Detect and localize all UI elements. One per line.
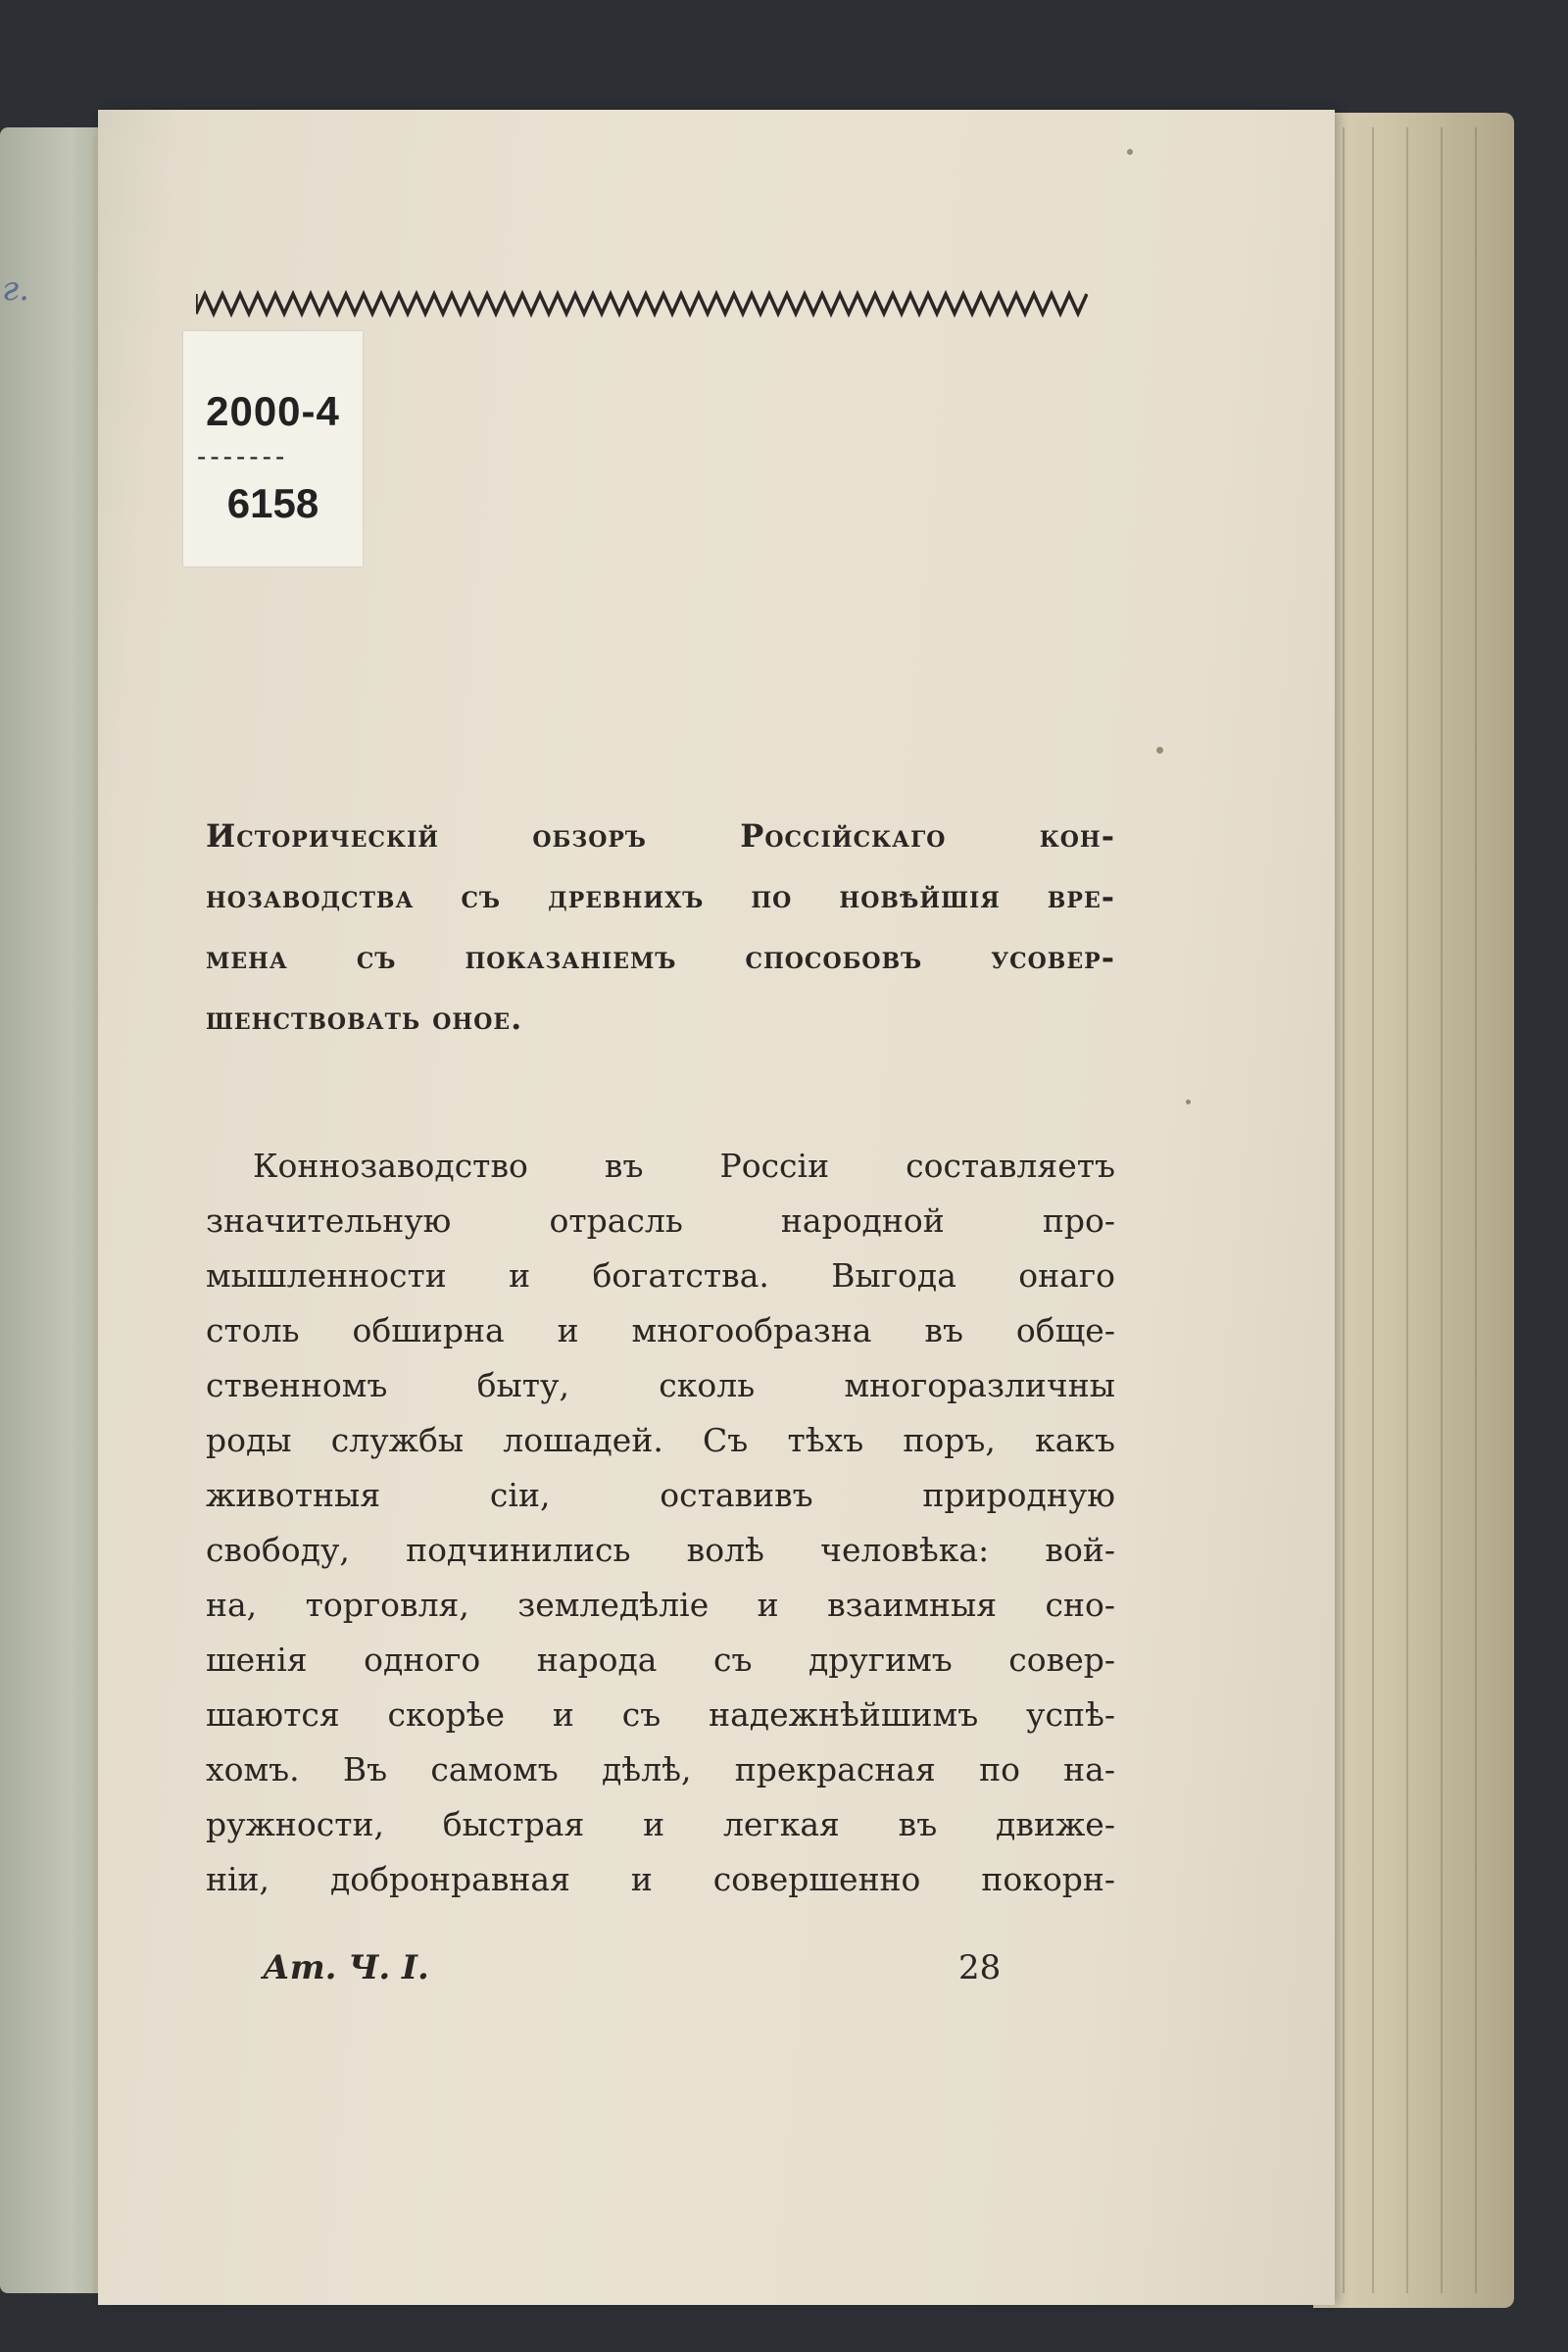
text-line: животныя сіи, оставивъ природную: [206, 1476, 1115, 1514]
page-number: 28: [958, 1948, 1002, 1987]
text-line: ніи, добронравная и совершенно покорн-: [206, 1860, 1115, 1898]
heading-line: Историческій обзоръ Россійскаго кон-: [206, 817, 1115, 855]
heading-line: нозаводства съ древнихъ по новѣйшія вре-: [206, 878, 1115, 915]
text-line: мышленности и богатства. Выгода онаго: [206, 1256, 1115, 1295]
heading-line: шенствовать оное.: [206, 1000, 523, 1037]
pencil-annotation: г.: [2, 270, 29, 309]
label-number-top: 2000-4: [206, 388, 340, 434]
text-line: свободу, подчинились волѣ человѣка: вой-: [206, 1531, 1115, 1569]
text-line: шаются скорѣе и съ надежнѣйшимъ успѣ-: [206, 1695, 1115, 1734]
body-text: [206, 1139, 1115, 1907]
text-line: Коннозаводство въ Россіи составляетъ: [253, 1147, 1115, 1185]
text-line: ственномъ быту, сколь многоразличны: [206, 1366, 1115, 1404]
text-line: значительную отрасль народной про-: [206, 1201, 1115, 1240]
text-line: ружности, быстрая и легкая въ движе-: [206, 1805, 1115, 1843]
label-number-bottom: 6158: [226, 480, 319, 526]
text-line: столь обширна и многообразна въ обще-: [206, 1311, 1115, 1349]
heading-line: мена съ показаніемъ способовъ усовер-: [206, 939, 1115, 976]
text-line: роды службы лошадей. Съ тѣхъ поръ, какъ: [206, 1421, 1115, 1459]
text-line: на, торговля, земледѣліе и взаимныя сно-: [206, 1586, 1115, 1624]
chapter-heading: [206, 806, 1115, 1049]
text-line: хомъ. Въ самомъ дѣлѣ, прекрасная по на-: [206, 1750, 1115, 1788]
label-separator: -------: [197, 441, 289, 471]
text-line: шенія одного народа съ другимъ совер-: [206, 1641, 1115, 1679]
page-footer: [206, 1948, 1115, 1999]
library-shelf-label: [183, 331, 363, 566]
signature-mark: Ат. Ч. I.: [263, 1948, 429, 1987]
page-stack-edges: [1313, 113, 1514, 2308]
header-ornament: [196, 286, 1088, 319]
